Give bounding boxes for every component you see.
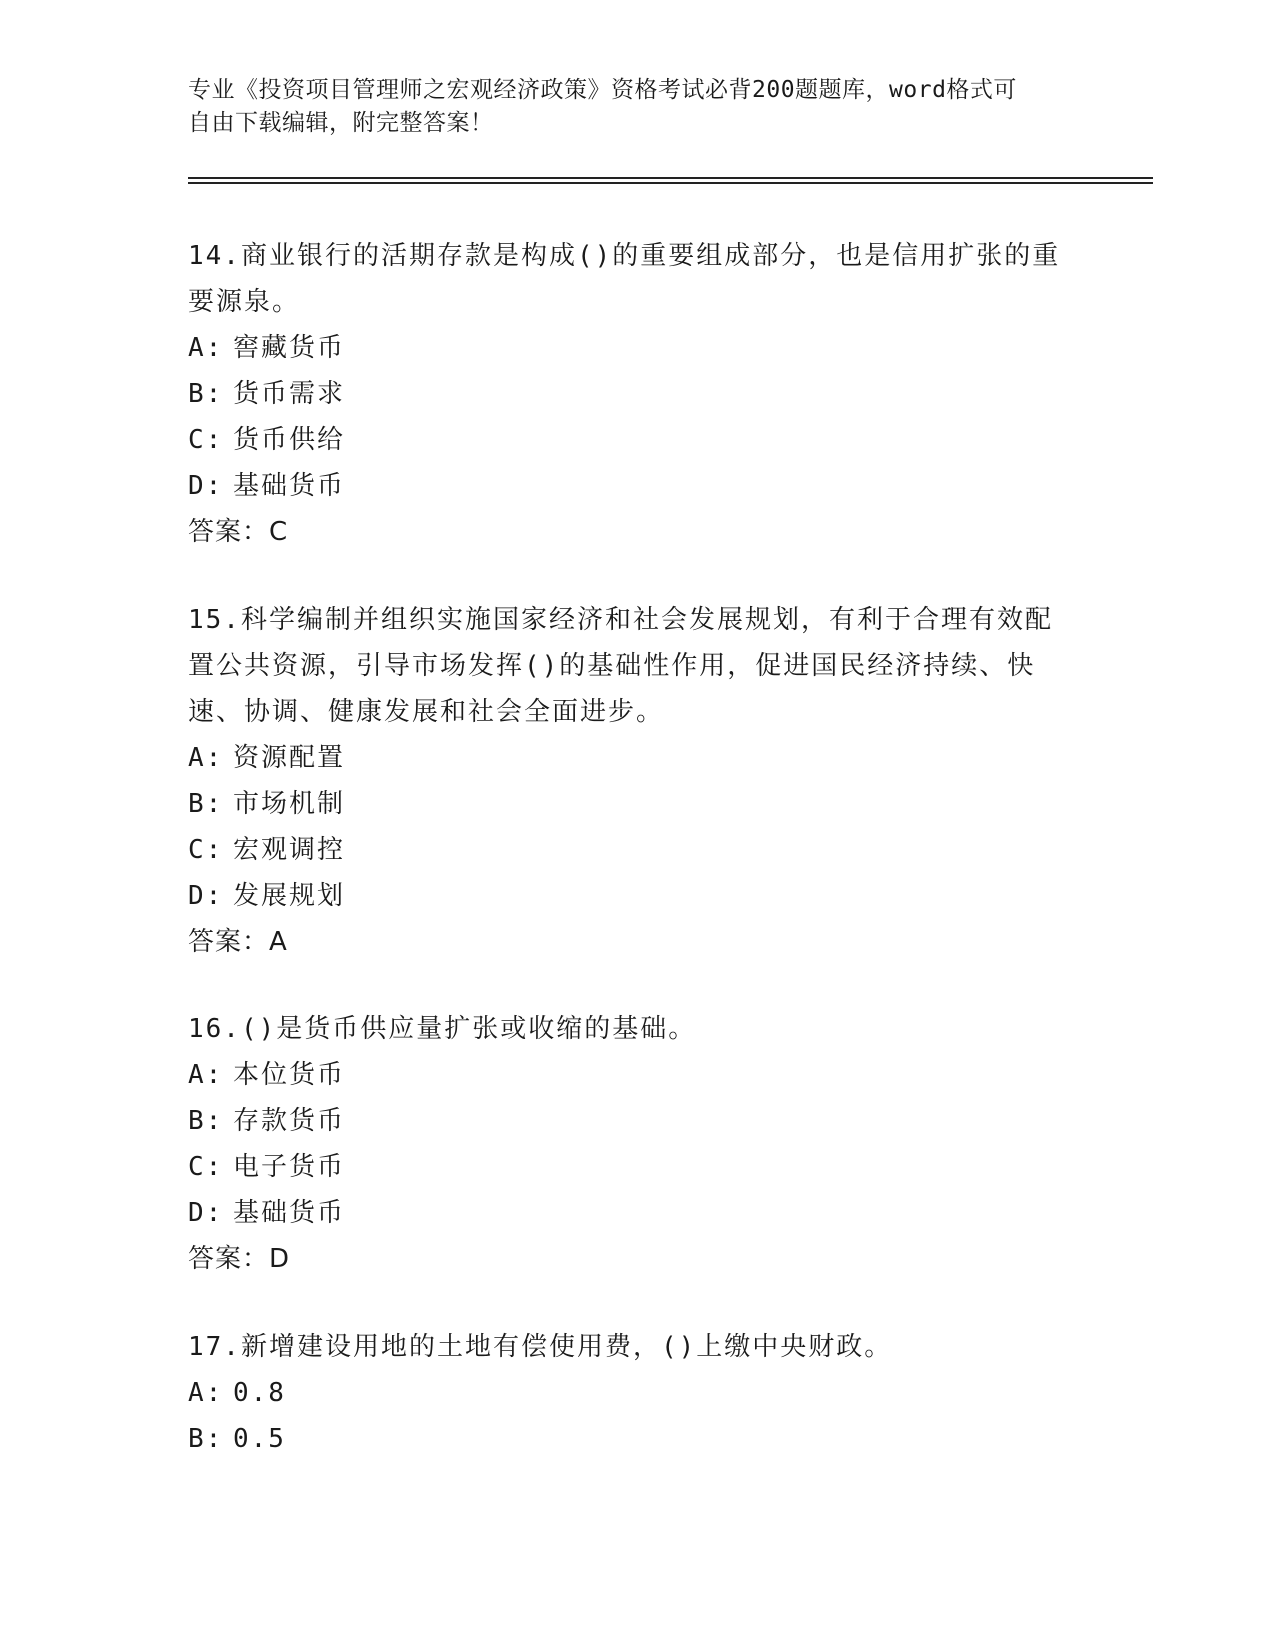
- option-b: [188, 1098, 1088, 1144]
- option-letter: B:: [188, 789, 224, 819]
- option-d: [188, 1190, 1088, 1236]
- option-d: [188, 873, 1088, 919]
- option-letter: A:: [188, 333, 224, 363]
- option-text: 电子货币: [233, 1152, 346, 1182]
- option-letter: B:: [188, 1106, 224, 1136]
- option-d: [188, 463, 1088, 509]
- option-b: [188, 781, 1088, 827]
- option-c: [188, 1144, 1088, 1190]
- option-letter: C:: [188, 1152, 224, 1182]
- option-letter: A:: [188, 743, 224, 773]
- question-text-line: 17.新增建设用地的土地有偿使用费，()上缴中央财政。: [188, 1332, 893, 1362]
- option-text: 货币需求: [233, 379, 346, 409]
- option-text: 存款货币: [233, 1106, 346, 1136]
- option-text: 基础货币: [233, 1198, 346, 1228]
- header-divider-bottom: [188, 182, 1153, 184]
- question-15: [188, 597, 1088, 965]
- option-b: [188, 371, 1088, 417]
- option-text: 市场机制: [233, 789, 346, 819]
- option-c: [188, 417, 1088, 463]
- option-letter: B:: [188, 379, 224, 409]
- question-text-line: 14.商业银行的活期存款是构成()的重要组成部分，也是信用扩张的重: [188, 241, 1061, 271]
- option-a: [188, 325, 1088, 371]
- option-letter: B:: [188, 1424, 224, 1454]
- header-divider-top: [188, 177, 1153, 179]
- question-text-line: 置公共资源，引导市场发挥()的基础性作用，促进国民经济持续、快: [188, 651, 1036, 681]
- question-text-line: 15.科学编制并组织实施国家经济和社会发展规划，有利于合理有效配: [188, 605, 1053, 635]
- option-a: [188, 1052, 1088, 1098]
- option-letter: C:: [188, 835, 224, 865]
- option-text: 窖藏货币: [233, 333, 346, 363]
- option-letter: D:: [188, 471, 224, 501]
- option-letter: D:: [188, 1198, 224, 1228]
- question-14: [188, 233, 1088, 555]
- option-text: 0.5: [233, 1424, 286, 1454]
- question-17: [188, 1324, 1088, 1462]
- answer-label: 答案：A: [188, 927, 288, 957]
- option-letter: A:: [188, 1378, 224, 1408]
- option-letter: C:: [188, 425, 224, 455]
- option-text: 货币供给: [233, 425, 346, 455]
- option-text: 宏观调控: [233, 835, 346, 865]
- option-text: 基础货币: [233, 471, 346, 501]
- answer-label: 答案：D: [188, 1244, 291, 1274]
- question-text-line: 16.()是货币供应量扩张或收缩的基础。: [188, 1014, 697, 1044]
- option-c: [188, 827, 1088, 873]
- header-line-1: 专业《投资项目管理师之宏观经济政策》资格考试必背200题题库，word格式可: [188, 77, 1017, 103]
- option-b: [188, 1416, 1088, 1462]
- option-a: [188, 1370, 1088, 1416]
- question-16: [188, 1006, 1088, 1282]
- question-text-line: 速、协调、健康发展和社会全面进步。: [188, 697, 665, 727]
- option-text: 发展规划: [233, 881, 346, 911]
- option-text: 0.8: [233, 1378, 286, 1408]
- option-text: 资源配置: [233, 743, 346, 773]
- option-text: 本位货币: [233, 1060, 346, 1090]
- document-header: [188, 74, 1088, 140]
- question-text-line: 要源泉。: [188, 287, 301, 317]
- option-letter: A:: [188, 1060, 224, 1090]
- header-line-2: 自由下载编辑，附完整答案！: [188, 110, 494, 136]
- option-letter: D:: [188, 881, 224, 911]
- answer-label: 答案：C: [188, 517, 289, 547]
- option-a: [188, 735, 1088, 781]
